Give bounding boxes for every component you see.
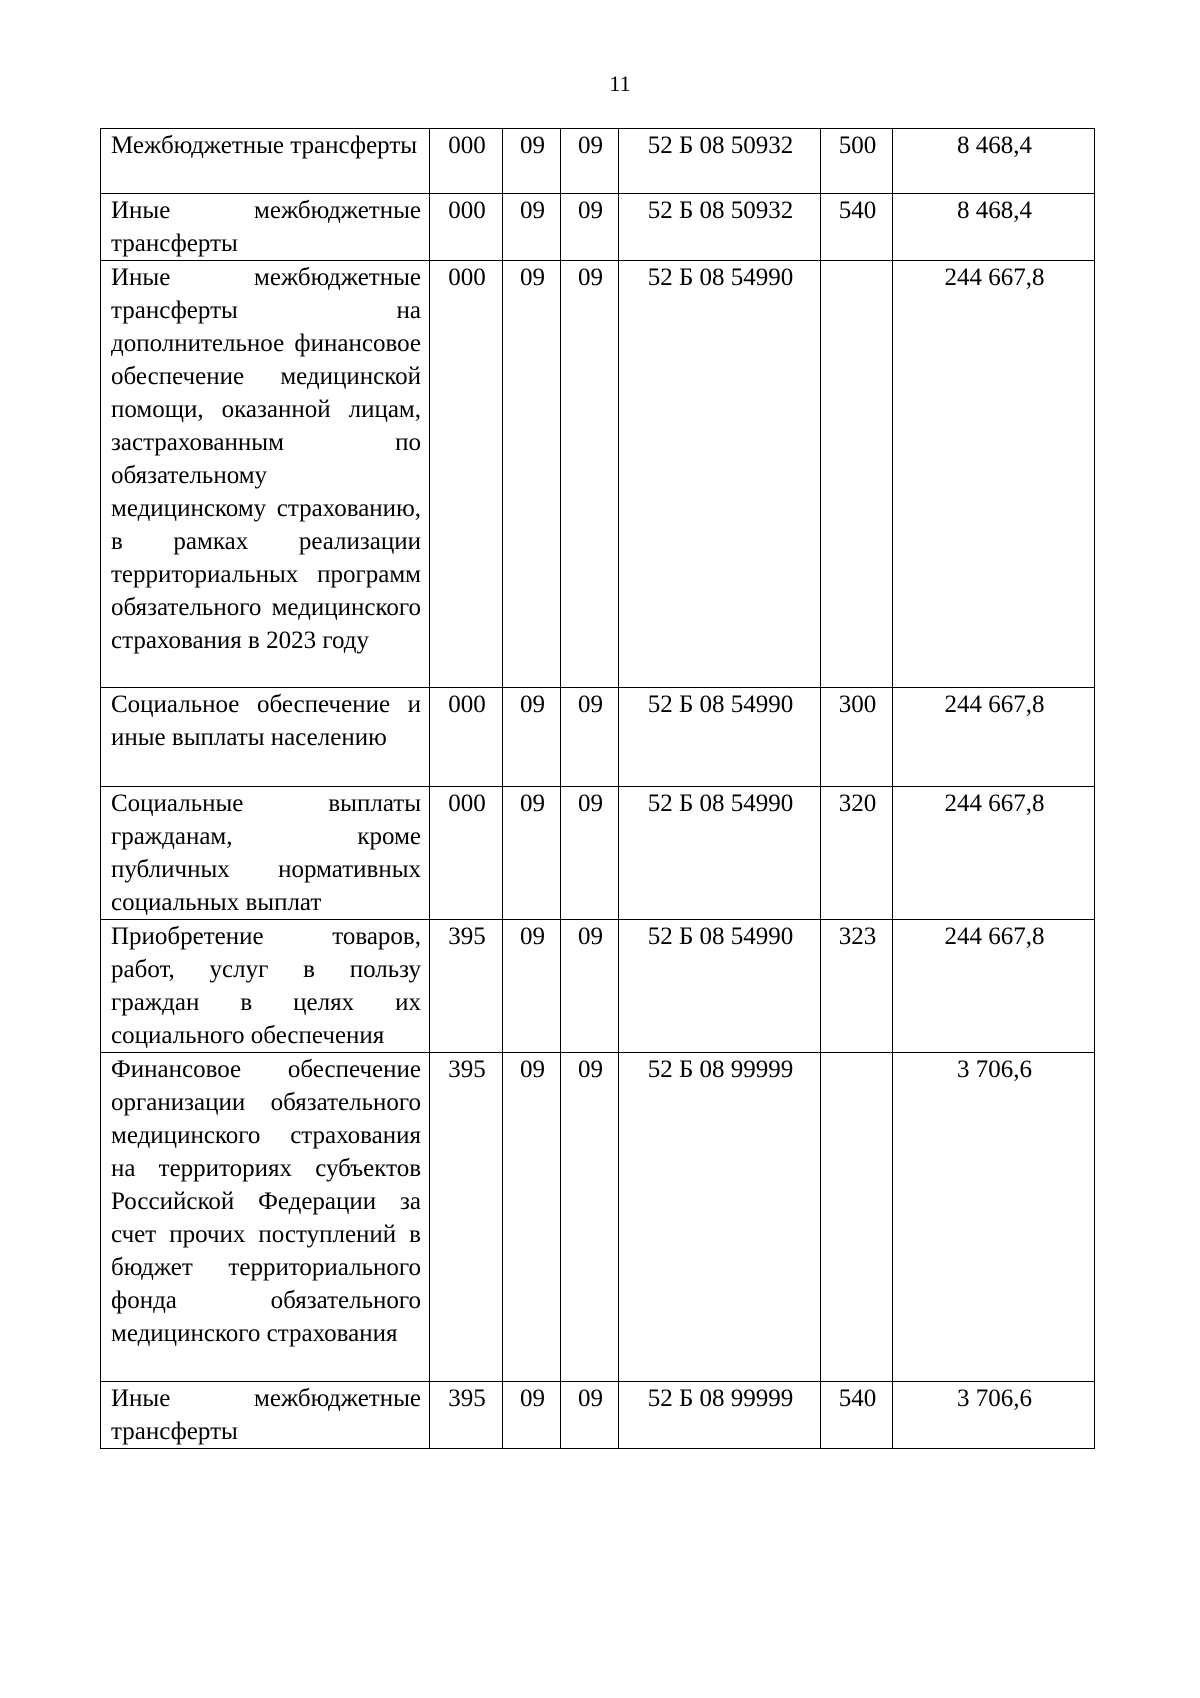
row-sum: 3 706,6 — [893, 1382, 1095, 1449]
row-expense-type: 540 — [821, 1382, 893, 1449]
row-sum: 8 468,4 — [893, 194, 1095, 261]
table-row — [101, 261, 1095, 688]
row-expense-type — [821, 1053, 893, 1382]
row-subsection: 09 — [561, 1382, 619, 1449]
row-section: 09 — [503, 261, 561, 688]
row-subsection: 09 — [561, 920, 619, 1053]
row-section: 09 — [503, 787, 561, 920]
row-sum: 244 667,8 — [893, 688, 1095, 787]
row-expense-type: 323 — [821, 920, 893, 1053]
row-section: 09 — [503, 688, 561, 787]
row-name: Межбюджетные трансферты — [101, 129, 430, 194]
row-admin-code: 000 — [430, 787, 503, 920]
table-row — [101, 920, 1095, 1053]
table-row — [101, 194, 1095, 261]
row-name: Приобретение товаров, работ, услуг в пользу граждан в целях их социального обеспечения — [101, 920, 430, 1053]
budget-table — [100, 128, 1095, 1449]
table-row — [101, 688, 1095, 787]
row-target-article: 52 Б 08 50932 — [619, 129, 821, 194]
row-section: 09 — [503, 1382, 561, 1449]
row-admin-code: 395 — [430, 920, 503, 1053]
row-target-article: 52 Б 08 54990 — [619, 920, 821, 1053]
row-section: 09 — [503, 920, 561, 1053]
row-target-article: 52 Б 08 99999 — [619, 1053, 821, 1382]
row-target-article: 52 Б 08 54990 — [619, 261, 821, 688]
row-section: 09 — [503, 1053, 561, 1382]
row-subsection: 09 — [561, 787, 619, 920]
table-row — [101, 129, 1095, 194]
table-row — [101, 787, 1095, 920]
row-sum: 244 667,8 — [893, 920, 1095, 1053]
row-expense-type — [821, 261, 893, 688]
row-subsection: 09 — [561, 688, 619, 787]
row-name: Социальные выплаты гражданам, кроме публичных нормативных социальных выплат — [101, 787, 430, 920]
page-number: 11 — [609, 71, 631, 96]
row-subsection: 09 — [561, 261, 619, 688]
row-subsection: 09 — [561, 129, 619, 194]
row-name: Финансовое обеспечение организации обязательного медицинского страхования на территориях субъектов Российской Федерации за счет прочих поступлений в бюджет территориального фонда обязательного медицинского страхования — [101, 1053, 430, 1382]
table-row — [101, 1053, 1095, 1382]
row-subsection: 09 — [561, 1053, 619, 1382]
row-section: 09 — [503, 129, 561, 194]
row-target-article: 52 Б 08 99999 — [619, 1382, 821, 1449]
row-section: 09 — [503, 194, 561, 261]
row-target-article: 52 Б 08 50932 — [619, 194, 821, 261]
row-admin-code: 000 — [430, 129, 503, 194]
row-expense-type: 540 — [821, 194, 893, 261]
row-target-article: 52 Б 08 54990 — [619, 688, 821, 787]
row-expense-type: 500 — [821, 129, 893, 194]
row-name: Иные межбюджетные трансферты — [101, 194, 430, 261]
row-admin-code: 000 — [430, 261, 503, 688]
row-expense-type: 300 — [821, 688, 893, 787]
row-admin-code: 395 — [430, 1382, 503, 1449]
row-target-article: 52 Б 08 54990 — [619, 787, 821, 920]
row-name: Иные межбюджетные трансферты — [101, 1382, 430, 1449]
row-name: Социальное обеспечение и иные выплаты населению — [101, 688, 430, 787]
row-admin-code: 000 — [430, 688, 503, 787]
row-name: Иные межбюджетные трансферты на дополнительное финансовое обеспечение медицинской помощи, оказанной лицам, застрахованным по обязательному медицинскому страхованию, в рамках реализации территориальных программ обязательного медицинского страхования в 2023 году — [101, 261, 430, 688]
row-admin-code: 395 — [430, 1053, 503, 1382]
row-admin-code: 000 — [430, 194, 503, 261]
row-sum: 3 706,6 — [893, 1053, 1095, 1382]
row-expense-type: 320 — [821, 787, 893, 920]
row-sum: 244 667,8 — [893, 787, 1095, 920]
row-sum: 244 667,8 — [893, 261, 1095, 688]
row-subsection: 09 — [561, 194, 619, 261]
row-sum: 8 468,4 — [893, 129, 1095, 194]
table-row — [101, 1382, 1095, 1449]
